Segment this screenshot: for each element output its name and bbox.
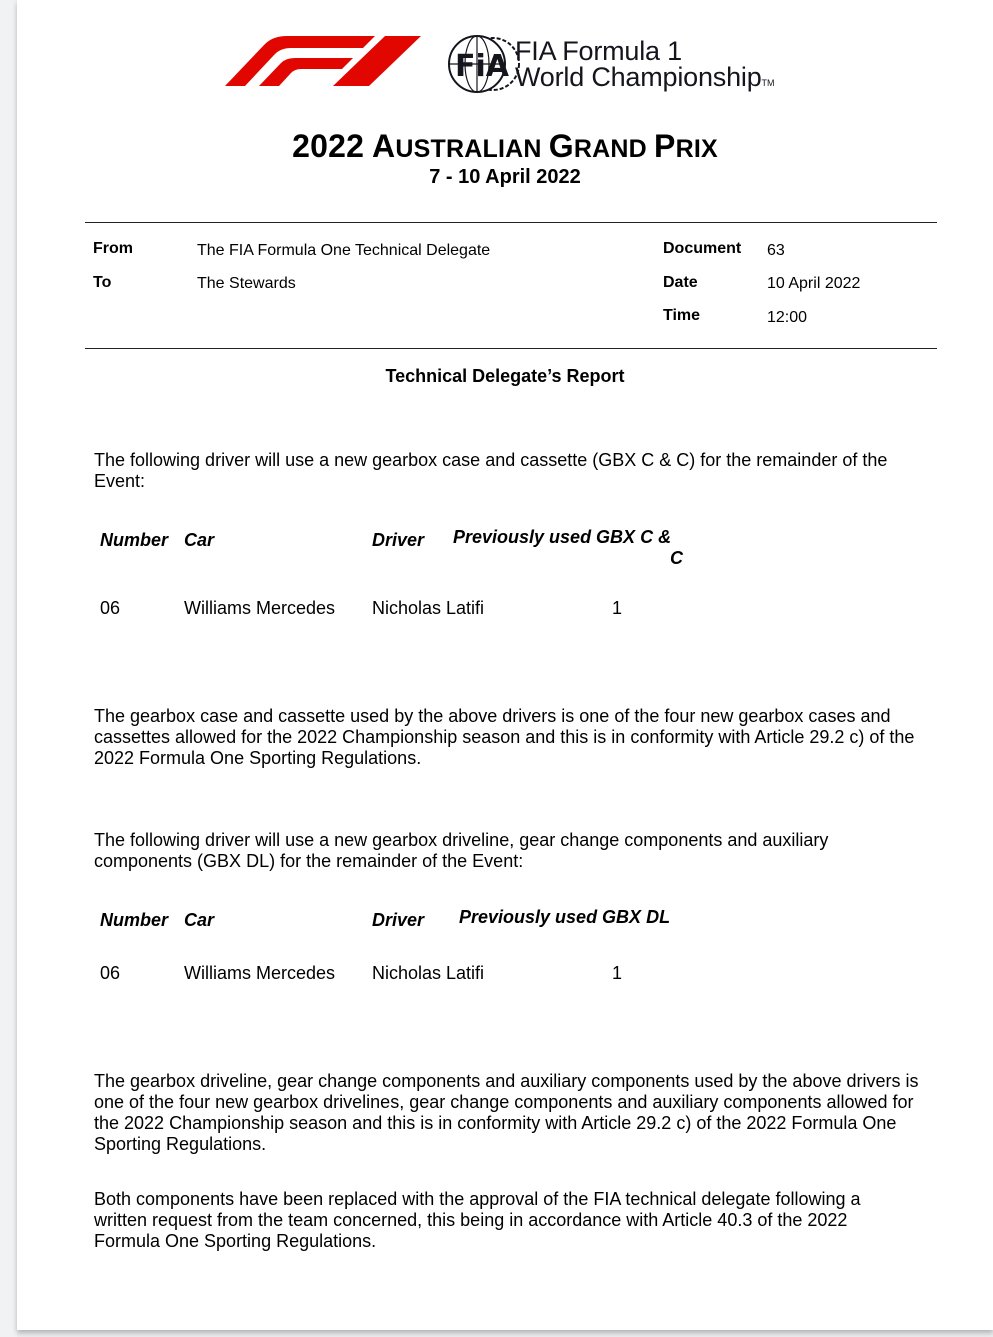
section-2-intro: The following driver will use a new gearbox driveline, gear change components and auxiliary components (GBX DL) for the remainder of the Event: (94, 830, 829, 871)
header-rule-bottom (85, 348, 937, 349)
column-header-previously-used: Previously used GBX C & (453, 527, 672, 547)
closing-paragraph: Both components have been replaced with the approval of the FIA technical delegate following a written request from the team concerned, this being in accordance with Article 40.3 of the 2022 Formula One Sporting Regulations. (94, 1189, 861, 1251)
from-label: From (93, 240, 133, 257)
viewer-left-margin (0, 0, 17, 1337)
cell-driver: Nicholas Latifi (372, 598, 485, 618)
column-header-previously-used-cont: C (670, 548, 683, 568)
fia-globe-icon (449, 36, 519, 92)
document-label: Document (663, 240, 742, 257)
section-2-note: The gearbox driveline, gear change components and auxiliary components used by the above drivers is one of the four new gearbox drivelines, gear change components and auxiliary components allowed for the 2022 Championship season and this is in conformity with Article 29.2 c) of the 2022 Formula One Sporting Regulations. (94, 1071, 919, 1154)
column-header-driver: Driver (372, 530, 425, 550)
date-label: Date (663, 274, 698, 291)
cell-number: 06 (100, 963, 121, 983)
cell-previously-used: 1 (612, 598, 623, 618)
to-label: To (93, 274, 112, 291)
cell-car: Williams Mercedes (184, 598, 336, 618)
to-value: The Stewards (197, 275, 296, 292)
svg-text:FiA: FiA (455, 49, 509, 84)
document-page (17, 0, 993, 1330)
cell-car: Williams Mercedes (184, 963, 336, 983)
column-header-number: Number (100, 530, 169, 550)
cell-driver: Nicholas Latifi (372, 963, 485, 983)
column-header-number: Number (100, 910, 169, 930)
section-1-intro: The following driver will use a new gearbox case and cassette (GBX C & C) for the remainder of the Event: (94, 450, 888, 491)
section-1-note: The gearbox case and cassette used by the above drivers is one of the four new gearbox cases and cassettes allowed for the 2022 Championship season and this is in conformity with Article 29.2 c) of the 2022 Formula One Sporting Regulations. (94, 706, 915, 768)
f1-logo-icon (225, 30, 525, 100)
event-dates: 7 - 10 April 2022 (429, 166, 581, 188)
event-title: 2022 AUSTRALIAN GRAND PRIX (292, 128, 718, 164)
logo-line-1: FIA Formula 1 (515, 36, 682, 66)
date-value: 10 April 2022 (767, 275, 861, 292)
column-header-driver: Driver (372, 910, 425, 930)
document-number: 63 (767, 242, 785, 259)
from-value: The FIA Formula One Technical Delegate (197, 242, 491, 259)
report-title: Technical Delegate’s Report (385, 366, 625, 386)
column-header-previously-used: Previously used GBX DL (459, 907, 671, 927)
time-value: 12:00 (767, 309, 808, 326)
trademark: TM (761, 78, 775, 88)
column-header-car: Car (184, 910, 215, 930)
header-rule-top (85, 222, 937, 223)
column-header-car: Car (184, 530, 215, 550)
cell-previously-used: 1 (612, 963, 623, 983)
time-label: Time (663, 307, 701, 324)
logo-line-2: World ChampionshipTM (515, 62, 775, 92)
logo-wordmark (515, 38, 775, 96)
cell-number: 06 (100, 598, 121, 618)
